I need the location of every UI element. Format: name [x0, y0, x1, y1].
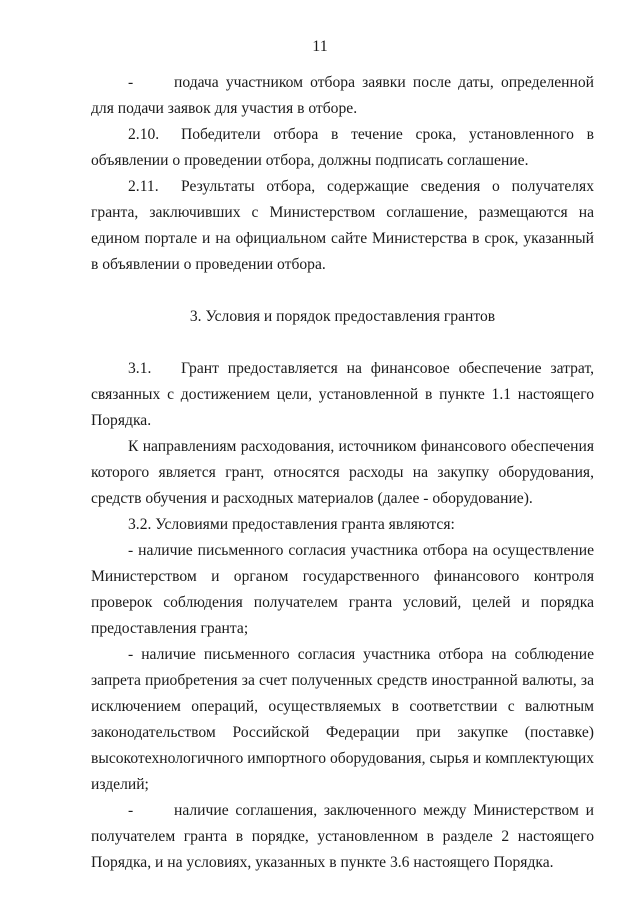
section-heading: 3. Условия и порядок предоставления грантов — [189, 308, 496, 325]
clause-number: 2.10. — [128, 126, 160, 143]
clause-3-1 — [91, 356, 594, 434]
condition-consent-currency: - наличие письменного согласия участника отбора на соблюдение запрета приобретения за счет полученных средств иностранной валюты, за исключением операций, осуществляемых в соответствии с валютным законодательством Российской Федерации при закупке (поставке) высокотехнологичного импортного оборудования, сырья и комплектующих изделий; — [91, 646, 594, 793]
document-body — [91, 70, 594, 876]
clause-2-11 — [91, 174, 594, 278]
clause-2-10 — [91, 122, 594, 174]
item-text: наличие соглашения, заключенного между Министерством и получателем гранта в порядке, установленном в разделе 2 настоящего Порядка, и на условиях, указанных в пункте 3.6 настоящего Порядка. — [91, 802, 594, 871]
page-number: 11 — [312, 38, 328, 55]
item-marker: - — [128, 74, 134, 91]
list-item-dash — [91, 70, 594, 122]
item-text: подача участником отбора заявки после даты, определенной для подачи заявок для участия в отборе. — [91, 74, 594, 117]
clause-text: Результаты отбора, содержащие сведения о получателях гранта, заключивших с Министерством соглашение, размещаются на едином портале и на официальном сайте Министерства в срок, указанный в объявлении о проведении отбора. — [91, 178, 594, 273]
clause-3-2: 3.2. Условиями предоставления гранта являются: — [128, 516, 455, 533]
clause-number: 2.11. — [128, 178, 159, 195]
clause-number: 3.1. — [128, 360, 152, 377]
condition-consent-inspection: - наличие письменного согласия участника отбора на осуществление Министерством и органом государственного финансового контроля проверок соблюдения получателем гранта условий, целей и порядка предоставления гранта; — [91, 542, 594, 637]
clause-text: Победители отбора в течение срока, установленного в объявлении о проведении отбора, должны подписать соглашение. — [91, 126, 594, 169]
clause-text: Грант предоставляется на финансовое обеспечение затрат, связанных с достижением цели, установленной в пункте 1.1 настоящего Порядка. — [91, 360, 594, 429]
paragraph-expenses: К направлениям расходования, источником финансового обеспечения которого является грант, относятся расходы на закупку оборудования, средств обучения и расходных материалов (далее - оборудование). — [91, 438, 594, 507]
condition-agreement — [91, 798, 594, 876]
item-marker: - — [128, 802, 134, 819]
